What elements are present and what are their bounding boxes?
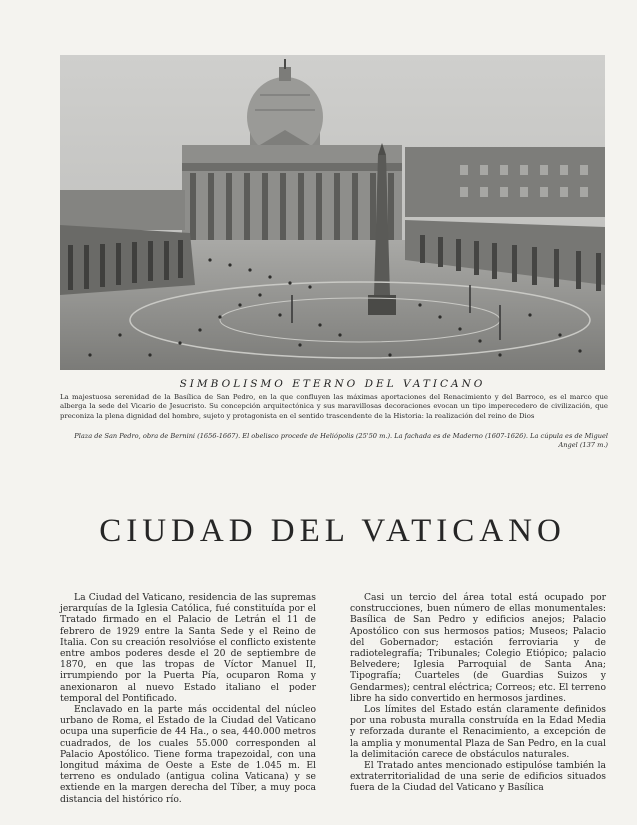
paragraph: Los límites del Estado están claramente definidos por una robusta muralla construída en la Edad Media y reforzada durante el Renacimiento, a excepción de la amplia y monumental Plaza de San Pedro, en la cual la delimitación carece de obstáculos naturales. xyxy=(350,704,606,760)
article-left-column xyxy=(60,592,316,805)
article-title: CIUDAD DEL VATICANO xyxy=(99,513,566,549)
paragraph: El Tratado antes mencionado estipulóse también la extraterritorialidad de una serie de edificios situados fuera de la Ciudad del Vaticano y Basílica xyxy=(350,760,606,794)
paragraph: Casi un tercio del área total está ocupado por construcciones, buen número de ellas monumentales: Basílica de San Pedro y edificios anejos; Palacio Apostólico con sus hermosos patios; Museos; Palacio del Gobernador; estación ferroviaria y de radiotelegrafía; Tribunales; Colegio Etiópico; palacio Belvedere; Iglesia Parroquial de Santa Ana; Tipografía; Cuarteles (de Guardias Suizos y Gendarmes); central eléctrica; Correos; etc. El terreno libre ha sido convertido en hermosos jardines. xyxy=(350,592,606,704)
figure-credits: Plaza de San Pedro, obra de Bernini (1656-1667). El obelisco procede de Heliópolis (25'50 m.). La fachada es de Maderno (1607-1626). La cúpula es de Miguel Angel (137 m.) xyxy=(74,432,608,449)
figure-caption: La majestuosa serenidad de la Basílica de San Pedro, en la que confluyen las máximas aportaciones del Renacimiento y del Barroco, es el marco que alberga la sede del Vicario de Jesucristo. Su concepción arquitectónica y sus maravillosas decoraciones evocan un tipo imperecedero de civilización, que preconiza la plena dignidad del hombre, sujeto y protagonista en el sentido trascendente de la Historia: la realización del reino de Dios xyxy=(60,393,608,420)
st-peters-square-photo xyxy=(60,55,605,370)
figure-title: SIMBOLISMO ETERNO DEL VATICANO xyxy=(179,378,486,390)
paragraph: La Ciudad del Vaticano, residencia de las supremas jerarquías de la Iglesia Católica, fué constituída por el Tratado firmado en el Palacio de Letrán el 11 de febrero de 1929 entre la Santa Sede y el Reino de Italia. Con su creación resolvióse el conflicto existente entre ambos poderes desde el 20 de septiembre de 1870, en que las tropas de Víctor Manuel II, irrumpiendo por la Puerta Pía, ocuparon Roma y anexionaron al nuevo Estado italiano el poder temporal del Pontificado. xyxy=(60,592,316,704)
paragraph: Enclavado en la parte más occidental del núcleo urbano de Roma, el Estado de la Ciudad del Vaticano ocupa una superficie de 44 Ha., o sea, 440.000 metros cuadrados, de los cuales 55.000 corresponden al Palacio Apostólico. Tiene forma trapezoidal, con una longitud máxima de Oeste a Este de 1.045 m. El terreno es ondulado (antigua colina Vaticana) y se extiende en la margen derecha del Tíber, a muy poca distancia del histórico río. xyxy=(60,704,316,805)
article-right-column xyxy=(350,592,606,794)
